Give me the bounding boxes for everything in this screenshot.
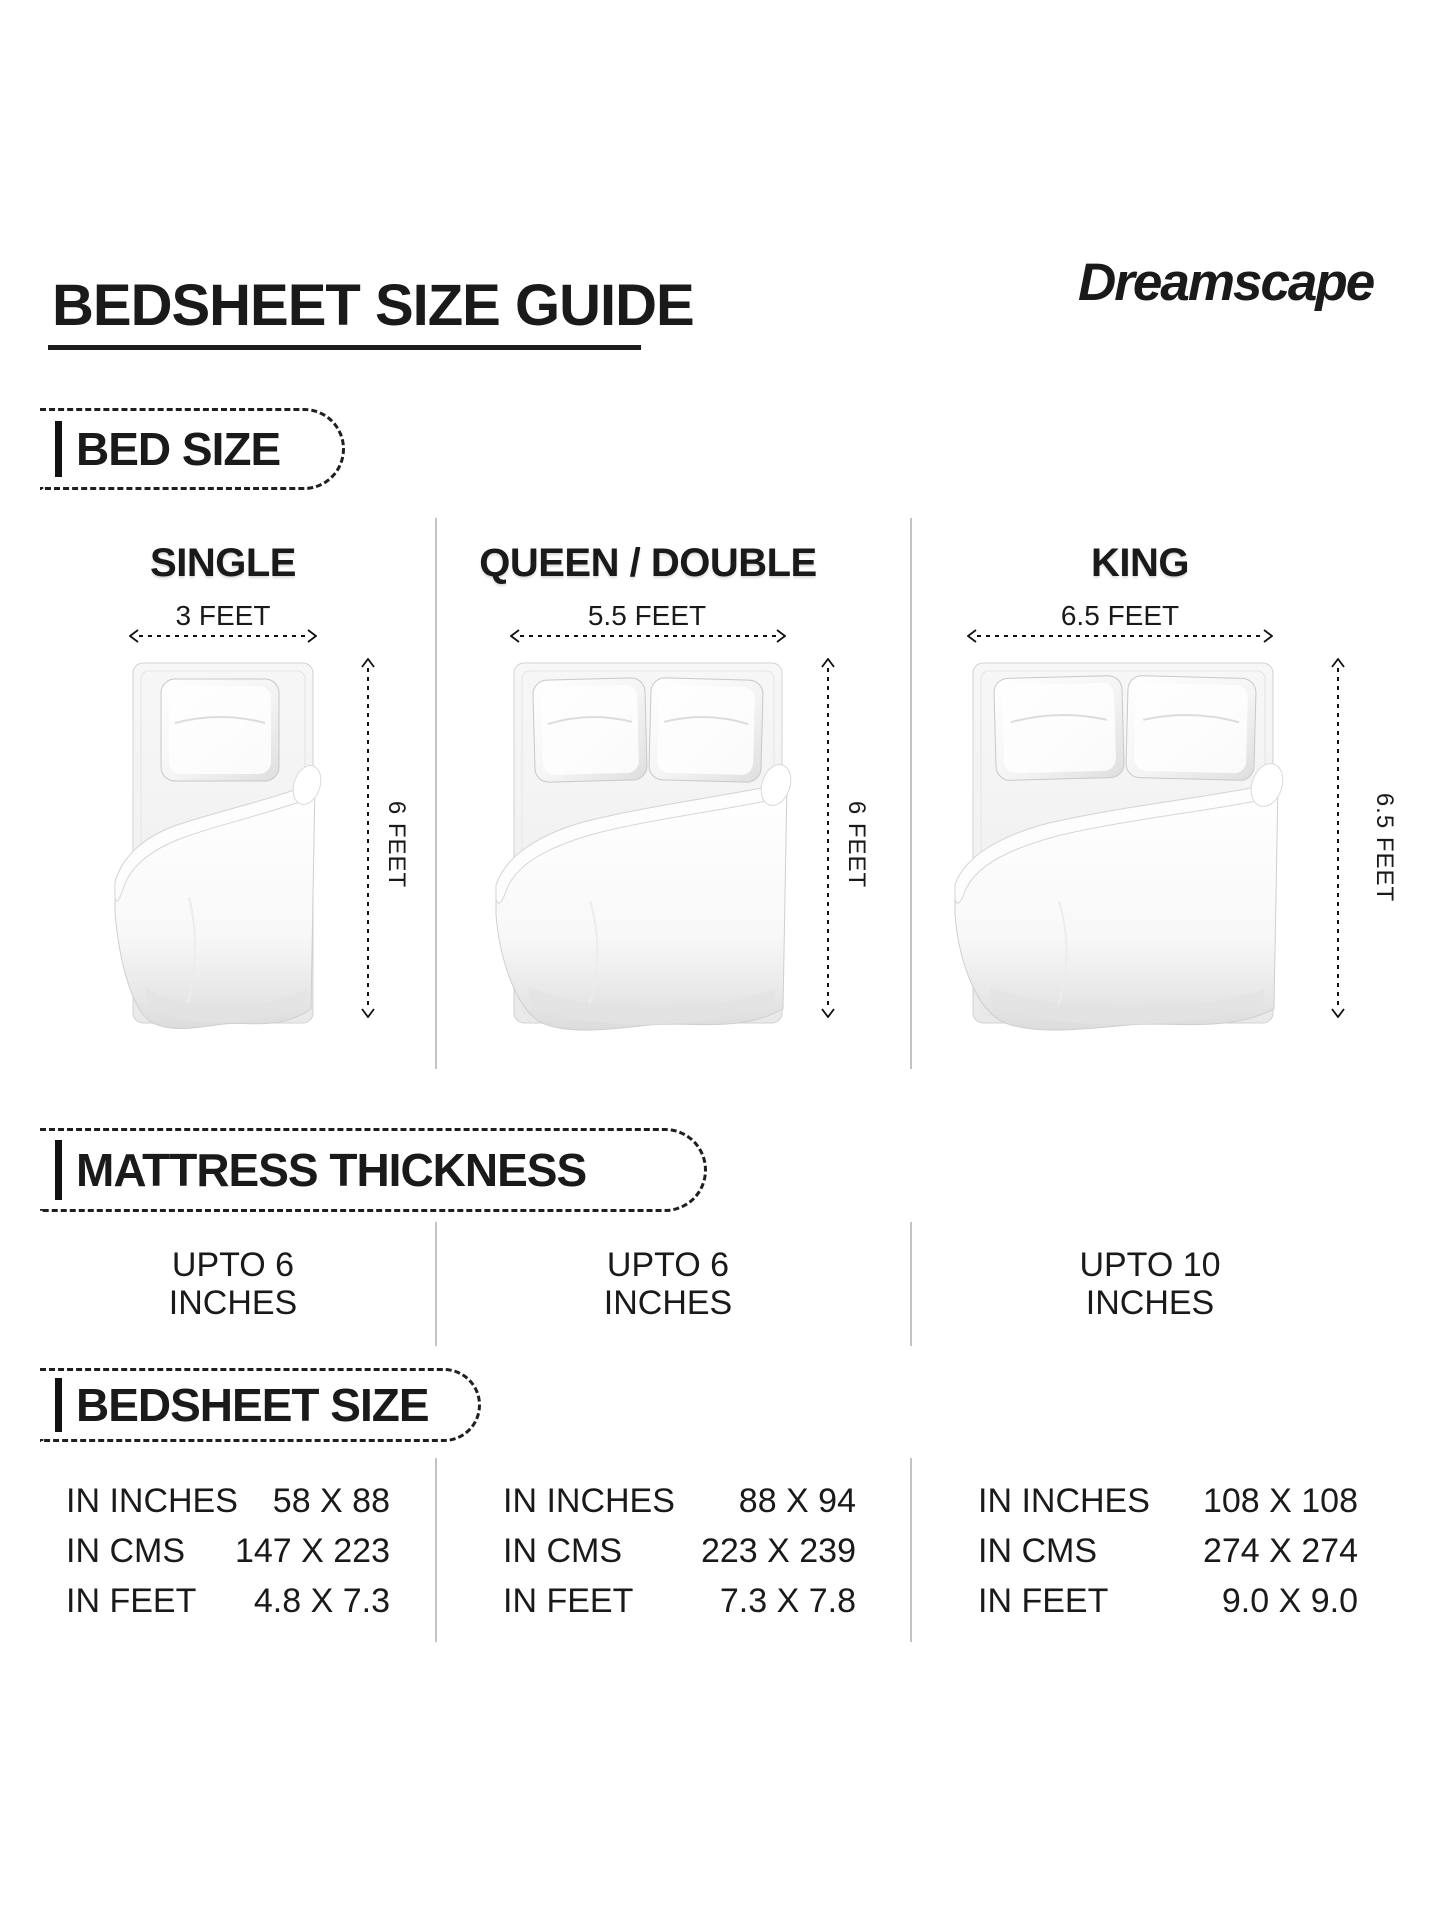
width-arrow-icon bbox=[967, 628, 1273, 644]
row-value: 7.3 X 7.8 bbox=[719, 1582, 856, 1620]
title-underline bbox=[48, 345, 641, 350]
height-arrow-icon bbox=[1330, 658, 1346, 1018]
height-label-queen: 6 FEET bbox=[843, 800, 870, 889]
table-row bbox=[66, 1533, 390, 1569]
row-value: 147 X 223 bbox=[234, 1532, 390, 1570]
column-header-queen-double: QUEEN / DOUBLE bbox=[479, 541, 817, 585]
table-row bbox=[66, 1583, 390, 1619]
row-value: 88 X 94 bbox=[738, 1482, 856, 1520]
brand-logo: Dreamscape bbox=[1078, 253, 1374, 312]
column-divider bbox=[435, 1458, 437, 1642]
pillow bbox=[994, 675, 1125, 780]
row-label: IN INCHES bbox=[503, 1482, 675, 1520]
row-label: IN FEET bbox=[66, 1582, 197, 1620]
bedsheet-size-section-label: BEDSHEET SIZE bbox=[76, 1379, 429, 1431]
table-row bbox=[503, 1483, 856, 1519]
column-divider bbox=[910, 1458, 912, 1642]
row-label: IN CMS bbox=[503, 1532, 622, 1570]
table-row bbox=[978, 1533, 1358, 1569]
column-divider bbox=[910, 518, 912, 1069]
pillow bbox=[533, 678, 648, 783]
row-value: 274 X 274 bbox=[1202, 1532, 1358, 1570]
height-label-single: 6 FEET bbox=[383, 800, 410, 889]
mattress-thickness-king: UPTO 10 INCHES bbox=[1079, 1246, 1221, 1322]
bed-size-section-label: BED SIZE bbox=[76, 423, 281, 475]
row-value: 223 X 239 bbox=[700, 1532, 856, 1570]
row-value: 9.0 X 9.0 bbox=[1221, 1582, 1358, 1620]
section-header-bed-size bbox=[40, 408, 345, 490]
section-header-bedsheet-size bbox=[40, 1368, 481, 1442]
column-header-king: KING bbox=[1091, 541, 1189, 585]
height-arrow-icon bbox=[820, 658, 836, 1018]
row-label: IN INCHES bbox=[66, 1482, 238, 1520]
width-arrow-icon bbox=[510, 628, 786, 644]
row-value: 58 X 88 bbox=[272, 1482, 390, 1520]
row-label: IN INCHES bbox=[978, 1482, 1150, 1520]
pillow bbox=[649, 678, 764, 783]
mattress-thickness-queen: UPTO 6 INCHES bbox=[603, 1246, 733, 1322]
row-value: 4.8 X 7.3 bbox=[253, 1582, 390, 1620]
row-label: IN CMS bbox=[978, 1532, 1097, 1570]
row-label: IN FEET bbox=[978, 1582, 1109, 1620]
width-label-king: 6.5 FEET bbox=[1060, 600, 1180, 631]
table-row bbox=[503, 1583, 856, 1619]
sheet-size-table-single bbox=[66, 1483, 390, 1633]
height-arrow-icon bbox=[360, 658, 376, 1018]
row-label: IN FEET bbox=[503, 1582, 634, 1620]
pillow bbox=[161, 679, 279, 781]
section-header-mattress-thickness bbox=[40, 1128, 707, 1212]
width-arrow-icon bbox=[129, 628, 317, 644]
page-title: BEDSHEET SIZE GUIDE bbox=[52, 273, 694, 338]
table-row bbox=[978, 1583, 1358, 1619]
column-header-single: SINGLE bbox=[150, 541, 296, 585]
section-bar-icon bbox=[55, 1378, 62, 1432]
column-divider bbox=[435, 1222, 437, 1346]
section-bar-icon bbox=[55, 1140, 62, 1200]
sheet-size-table-king bbox=[978, 1483, 1358, 1633]
row-value: 108 X 108 bbox=[1202, 1482, 1358, 1520]
column-divider bbox=[910, 1222, 912, 1346]
pillow bbox=[1126, 675, 1257, 780]
width-label-single: 3 FEET bbox=[175, 600, 271, 631]
bed-illustration-single bbox=[129, 657, 317, 1035]
bed-illustration-king bbox=[969, 657, 1277, 1035]
row-label: IN CMS bbox=[66, 1532, 185, 1570]
mattress-thickness-single: UPTO 6 INCHES bbox=[168, 1246, 298, 1322]
mattress-thickness-section-label: MATTRESS THICKNESS bbox=[76, 1144, 587, 1196]
section-bar-icon bbox=[55, 421, 62, 477]
sheet-size-table-queen bbox=[503, 1483, 856, 1633]
table-row bbox=[503, 1533, 856, 1569]
bed-illustration-queen bbox=[510, 657, 786, 1035]
width-label-queen: 5.5 FEET bbox=[587, 600, 707, 631]
table-row bbox=[978, 1483, 1358, 1519]
column-divider bbox=[435, 518, 437, 1069]
height-label-king: 6.5 FEET bbox=[1371, 792, 1398, 903]
table-row bbox=[66, 1483, 390, 1519]
